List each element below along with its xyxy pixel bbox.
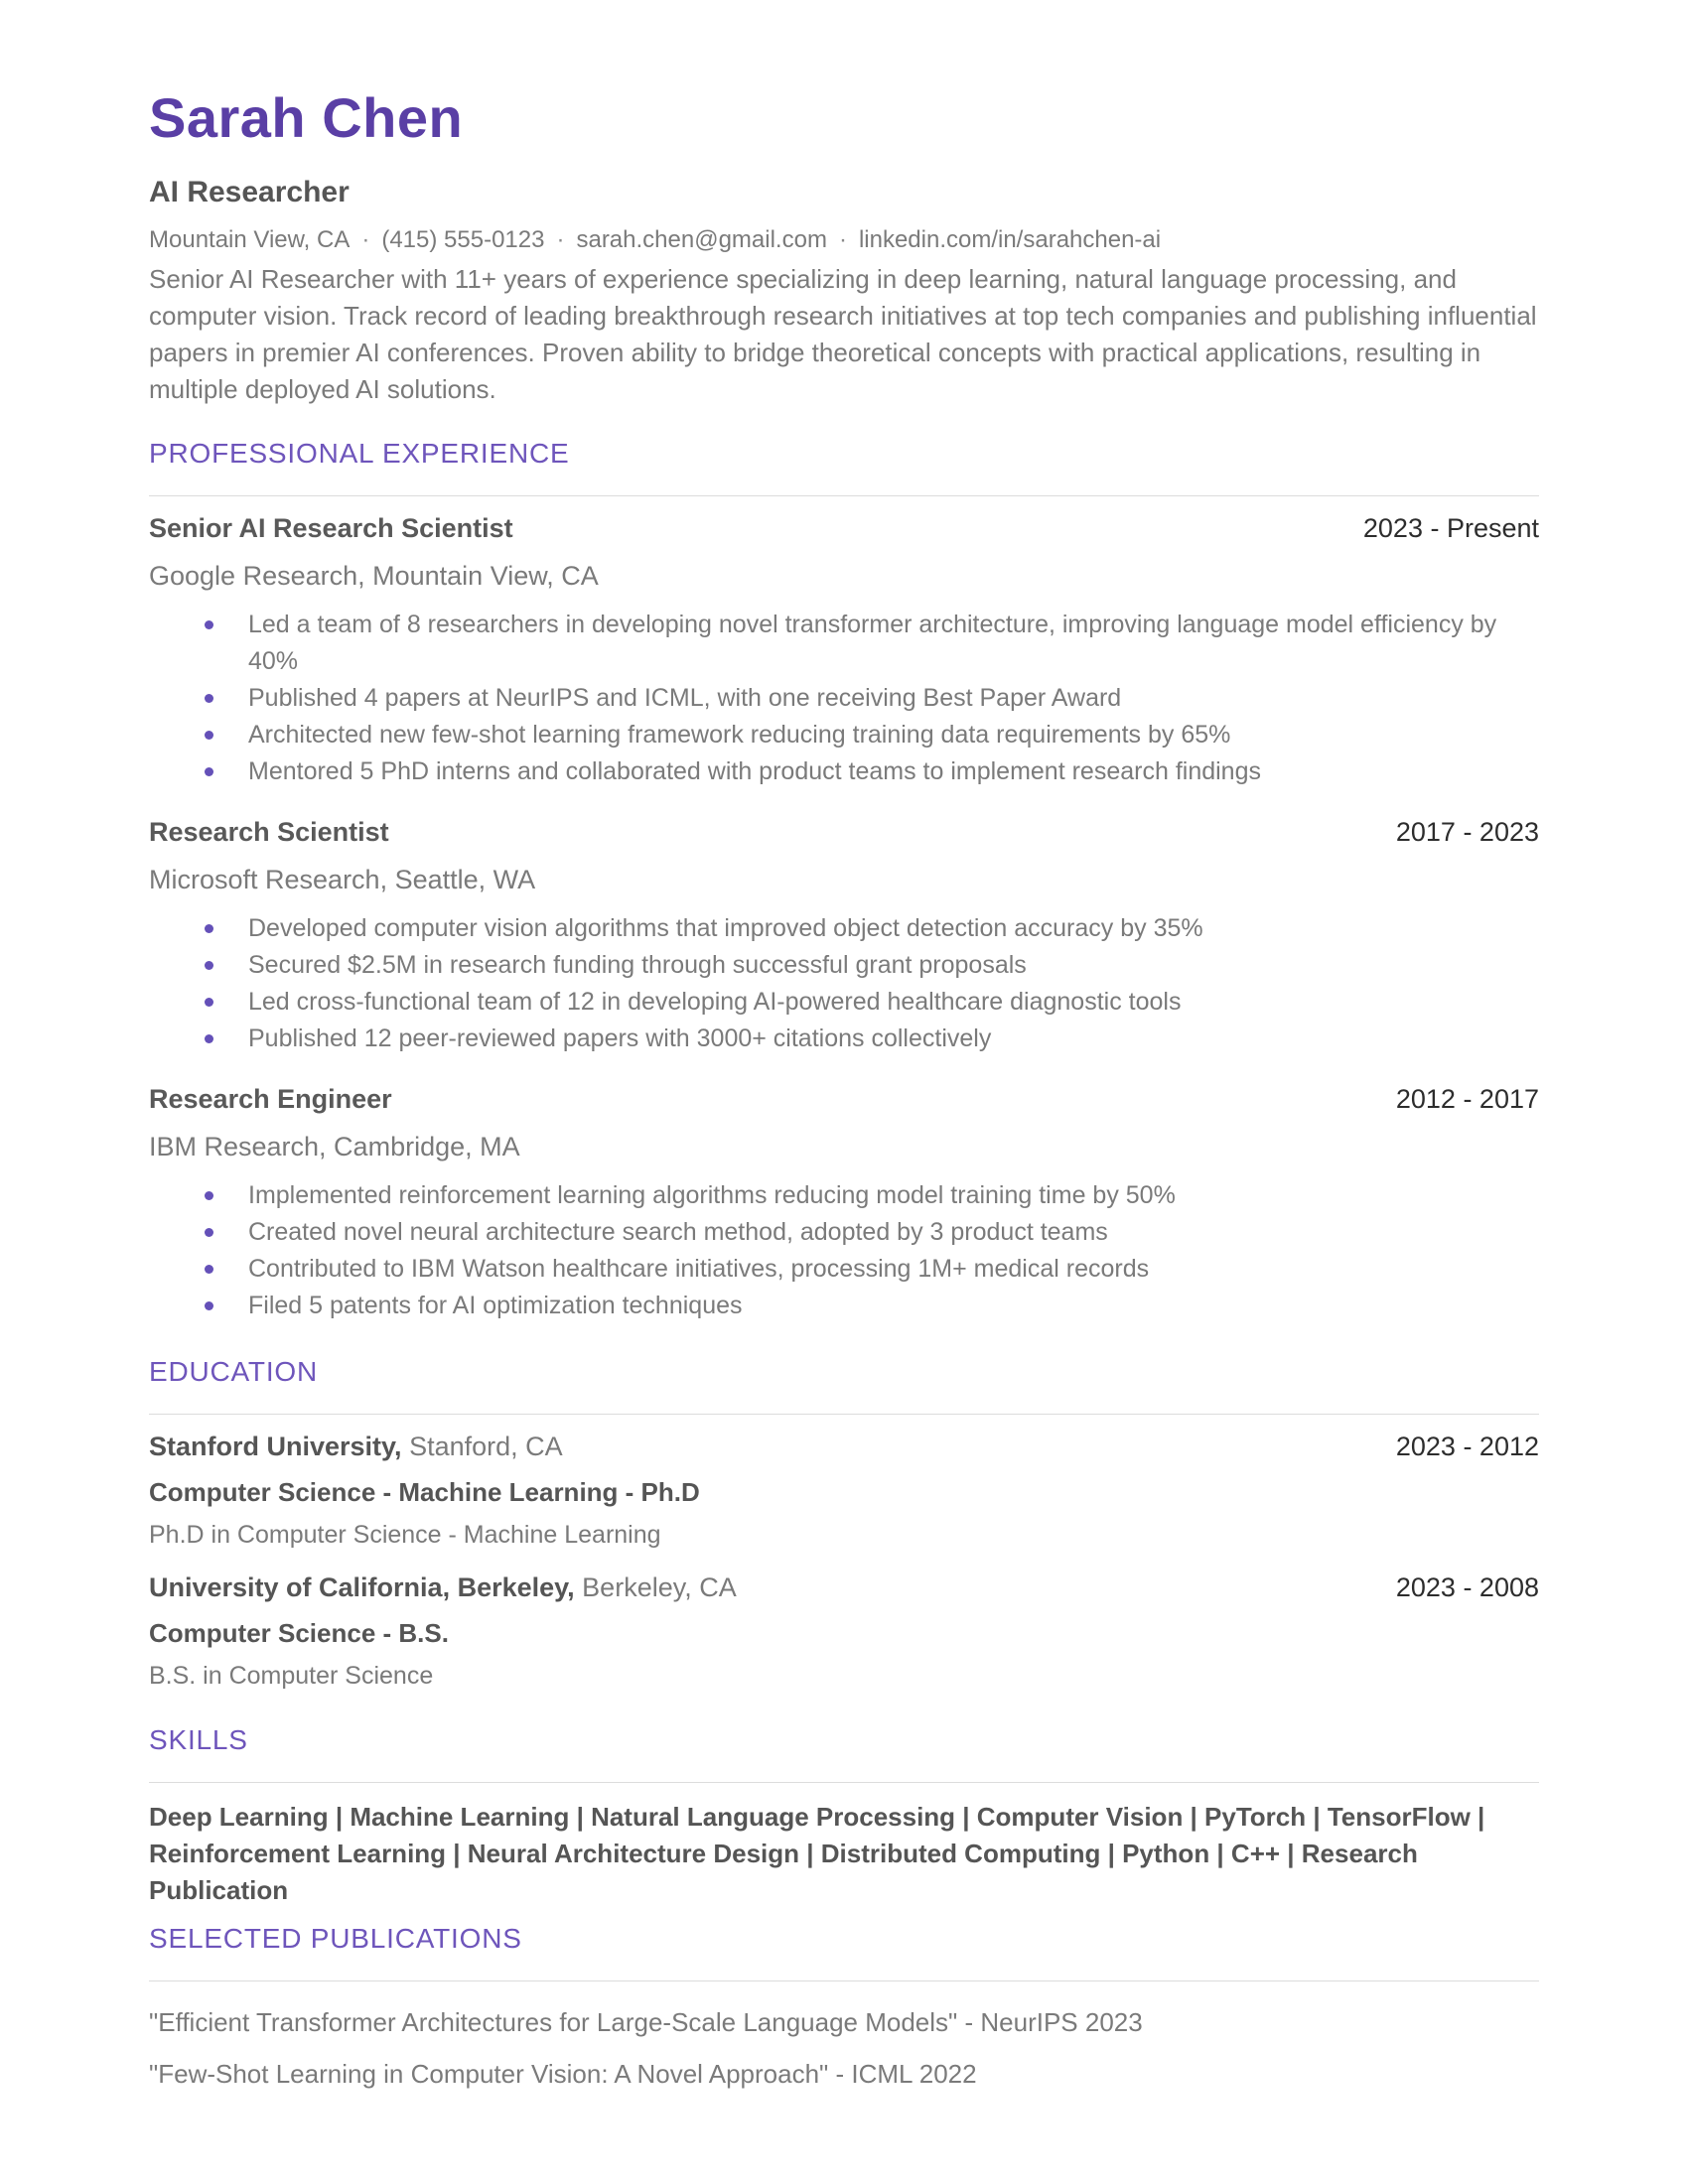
job-bullet: Secured $2.5M in research funding through successful grant proposals	[149, 947, 1539, 984]
job-title-row	[149, 814, 1539, 850]
professional-summary: Senior AI Researcher with 11+ years of experience specializing in deep learning, natural language processing, and computer vision. Track record of leading breakthrough research initiatives at top tech companies and publishing influential papers in premier AI conferences. Proven ability to bridge theoretical concepts with practical applications, resulting in multiple deployed AI solutions.	[149, 263, 1537, 404]
job-bullet: Led a team of 8 researchers in developing novel transformer architecture, improving language model efficiency by 40%	[149, 607, 1539, 680]
job-company: IBM Research, Cambridge, MA	[149, 1131, 520, 1161]
publications-heading: SELECTED PUBLICATIONS	[149, 1922, 522, 1954]
contact-line	[149, 224, 1539, 255]
school-line	[149, 1570, 737, 1605]
resume-header	[149, 87, 1539, 408]
job-title: Senior AI Research Scientist	[149, 512, 513, 543]
education-dates: 2023 - 2012	[1395, 1431, 1539, 1461]
school-location: Stanford, CA	[409, 1431, 563, 1461]
school-line	[149, 1429, 563, 1464]
contact-email: sarah.chen@gmail.com	[576, 225, 827, 253]
skills-section	[149, 1722, 1539, 1909]
job-entry	[149, 1081, 1539, 1324]
degree-title: Computer Science - B.S.	[149, 1617, 449, 1648]
education-dates: 2023 - 2008	[1395, 1571, 1539, 1602]
job-bullet-list	[149, 1177, 1539, 1324]
job-bullet: Led cross-functional team of 12 in developing AI-powered healthcare diagnostic tools	[149, 984, 1539, 1021]
job-bullet: Architected new few-shot learning framework reducing training data requirements by 65%	[149, 717, 1539, 753]
contact-separator: ·	[556, 225, 565, 253]
school-title-row	[149, 1570, 1539, 1605]
experience-heading: PROFESSIONAL EXPERIENCE	[149, 437, 570, 469]
skills-list: Deep Learning | Machine Learning | Natural Language Processing | Computer Vision | PyTorch | TensorFlow | Reinforcement Learning | Neural Architecture Design | Distributed Computing | Python | C++ | Research Publication	[149, 1801, 1485, 1905]
skills-heading: SKILLS	[149, 1723, 248, 1755]
publications-section	[149, 1921, 1539, 2091]
experience-section	[149, 436, 1539, 1324]
education-entry	[149, 1570, 1539, 1693]
education-heading: EDUCATION	[149, 1355, 319, 1387]
job-company: Google Research, Mountain View, CA	[149, 560, 599, 591]
contact-phone: (415) 555-0123	[381, 225, 545, 253]
contact-location: Mountain View, CA	[149, 225, 351, 253]
job-bullet-list	[149, 910, 1539, 1057]
job-bullet: Developed computer vision algorithms that improved object detection accuracy by 35%	[149, 910, 1539, 947]
education-section	[149, 1354, 1539, 1693]
section-divider	[149, 495, 1539, 496]
job-dates: 2023 - Present	[1362, 512, 1539, 543]
section-divider	[149, 1414, 1539, 1415]
section-divider	[149, 1782, 1539, 1783]
publication-item: "Efficient Transformer Architectures for Large-Scale Language Models" - NeurIPS 2023	[149, 2006, 1143, 2037]
contact-separator: ·	[361, 225, 370, 253]
job-dates: 2017 - 2023	[1395, 816, 1539, 847]
candidate-name: Sarah Chen	[149, 86, 464, 149]
school-name: Stanford University,	[149, 1431, 402, 1461]
job-bullet: Mentored 5 PhD interns and collaborated with product teams to implement research findings	[149, 753, 1539, 790]
publication-item: "Few-Shot Learning in Computer Vision: A Novel Approach" - ICML 2022	[149, 2058, 977, 2089]
job-title: Research Scientist	[149, 816, 389, 847]
job-entry	[149, 814, 1539, 1057]
school-location: Berkeley, CA	[582, 1571, 737, 1602]
candidate-role: AI Researcher	[149, 175, 350, 208]
degree-title: Computer Science - Machine Learning - Ph.D	[149, 1476, 700, 1507]
job-entry	[149, 510, 1539, 790]
job-title-row	[149, 1081, 1539, 1117]
school-title-row	[149, 1429, 1539, 1464]
job-bullet: Implemented reinforcement learning algorithms reducing model training time by 50%	[149, 1177, 1539, 1214]
contact-linkedin: linkedin.com/in/sarahchen-ai	[858, 225, 1162, 253]
section-divider	[149, 1980, 1539, 1981]
job-dates: 2012 - 2017	[1395, 1083, 1539, 1114]
school-name: University of California, Berkeley,	[149, 1571, 575, 1602]
job-bullet-list	[149, 607, 1539, 790]
job-title: Research Engineer	[149, 1083, 392, 1114]
contact-separator: ·	[838, 225, 847, 253]
job-bullet: Filed 5 patents for AI optimization techniques	[149, 1288, 1539, 1324]
education-entry	[149, 1429, 1539, 1552]
job-company: Microsoft Research, Seattle, WA	[149, 864, 536, 894]
job-bullet: Contributed to IBM Watson healthcare initiatives, processing 1M+ medical records	[149, 1251, 1539, 1288]
job-bullet: Created novel neural architecture search method, adopted by 3 product teams	[149, 1214, 1539, 1251]
job-bullet: Published 4 papers at NeurIPS and ICML, with one receiving Best Paper Award	[149, 680, 1539, 717]
degree-detail: B.S. in Computer Science	[149, 1661, 434, 1690]
job-bullet: Published 12 peer-reviewed papers with 3000+ citations collectively	[149, 1021, 1539, 1057]
job-title-row	[149, 510, 1539, 546]
degree-detail: Ph.D in Computer Science - Machine Learning	[149, 1520, 661, 1549]
